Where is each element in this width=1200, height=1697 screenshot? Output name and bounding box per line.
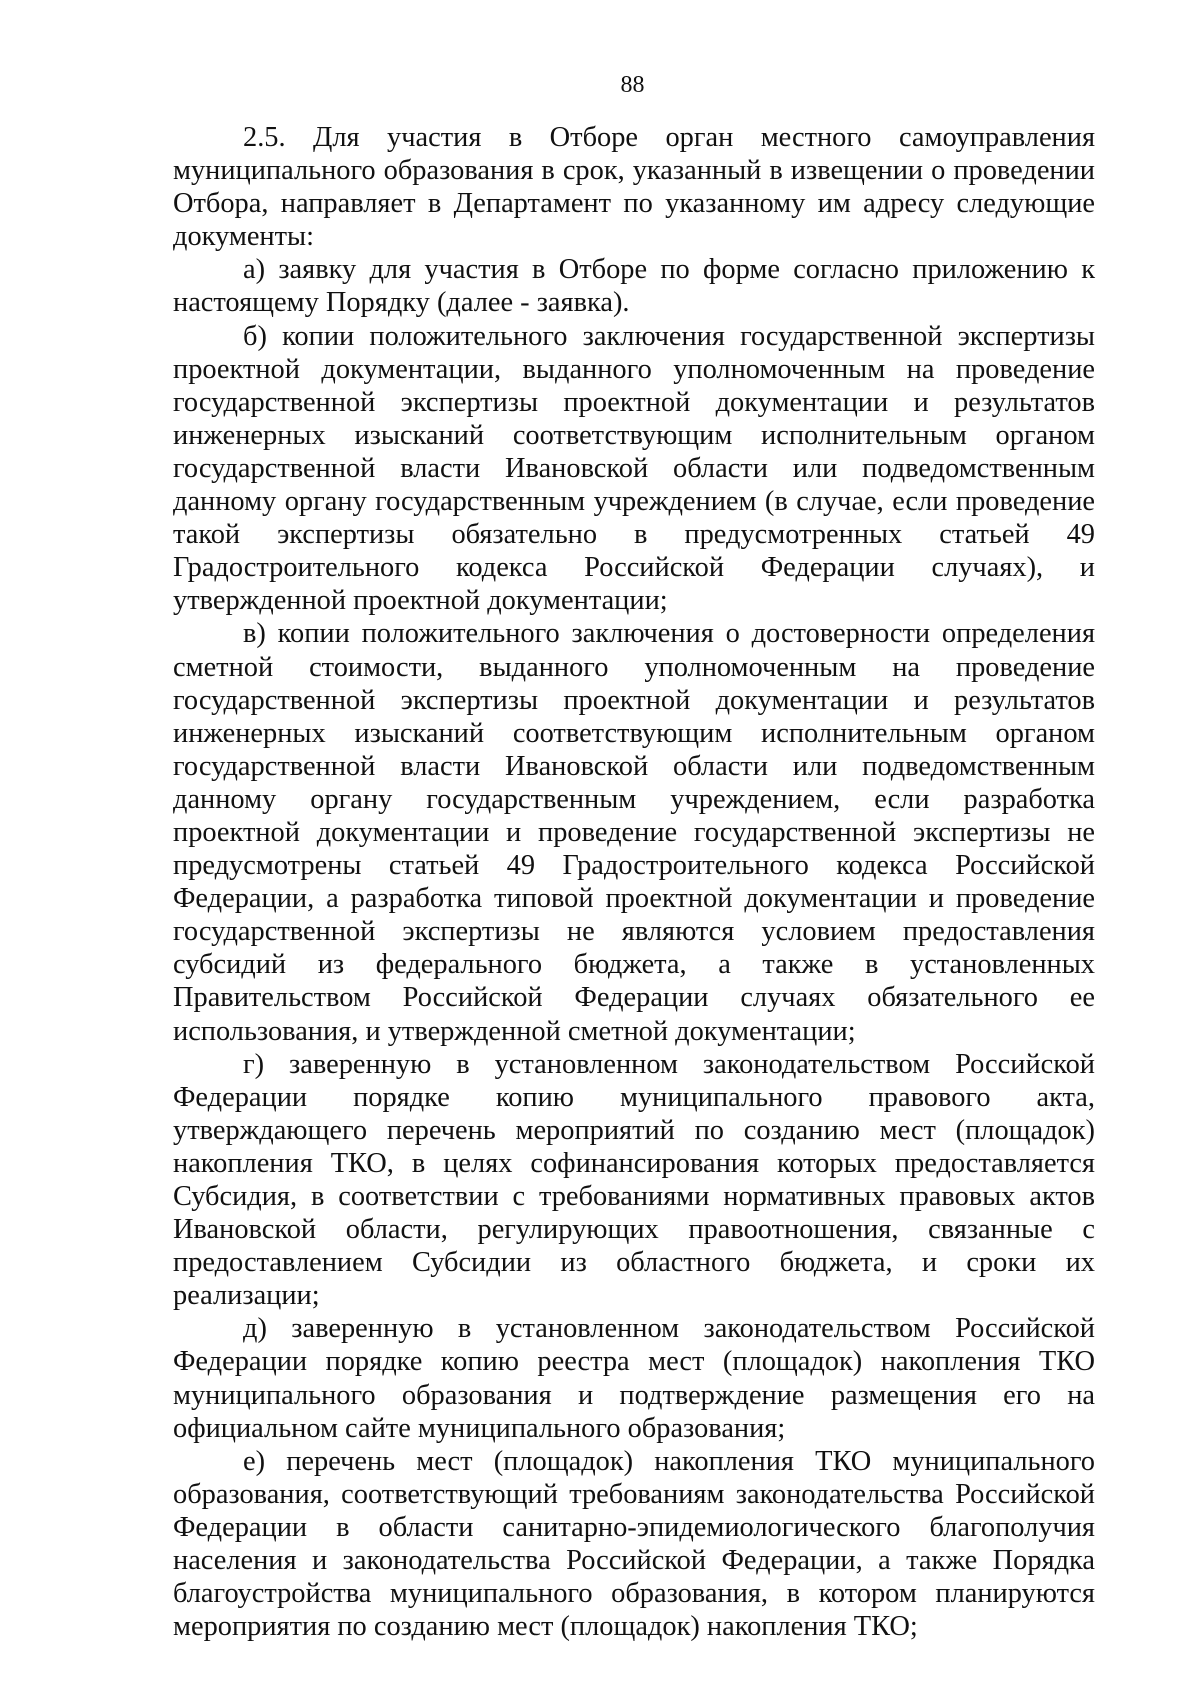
text-line: образования, соответствующий требованиям законодательства Российской [173, 1478, 1095, 1510]
text-line: настоящему Порядку (далее - заявка). [173, 287, 630, 319]
text-line: накопления ТКО, в целях софинансирования которых предоставляется [173, 1147, 1095, 1179]
text-line: Субсидия, в соответствии с требованиями нормативных правовых актов [173, 1181, 1095, 1212]
text-line: д) заверенную в установленном законодательством Российской [243, 1313, 1095, 1345]
text-line: Федерации в области санитарно-эпидемиологического благополучия [173, 1511, 1095, 1543]
text-line: благоустройства муниципального образования, в котором планируются [173, 1578, 1095, 1610]
text-line: такой экспертизы обязательно в предусмотренных статьей 49 [173, 519, 1095, 551]
paragraph-2-5 [173, 121, 1095, 253]
text-line: Правительством Российской Федерации случаях обязательного ее [173, 982, 1095, 1014]
text-line: б) копии положительного заключения государственной экспертизы [243, 320, 1095, 352]
text-line: субсидий из федерального бюджета, а также в установленных [173, 949, 1095, 981]
paragraph-b [173, 320, 1095, 618]
text-line: реализации; [173, 1280, 320, 1312]
text-line: инженерных изысканий соответствующим исполнительным органом [173, 717, 1095, 749]
text-line: предусмотрены статьей 49 Градостроительного кодекса Российской [173, 850, 1095, 882]
text-line: утвержденной проектной документации; [173, 585, 668, 617]
text-line: в) копии положительного заключения о достоверности определения [243, 618, 1095, 650]
text-line: официальном сайте муниципального образования; [173, 1412, 786, 1444]
text-line: а) заявку для участия в Отборе по форме согласно приложению к [243, 254, 1095, 286]
text-line: Федерации порядке копию муниципального правового акта, [173, 1081, 1095, 1113]
text-line: Федерации порядке копию реестра мест (площадок) накопления ТКО [173, 1346, 1095, 1378]
text-line: муниципального образования в срок, указанный в извещении о проведении [173, 155, 1095, 187]
paragraph-d [173, 1312, 1095, 1444]
text-line: государственной власти Ивановской области или подведомственным [173, 452, 1095, 484]
text-line: государственной экспертизы не являются условием предоставления [173, 916, 1095, 948]
text-line: г) заверенную в установленном законодательством Российской [243, 1048, 1095, 1080]
text-line: Градостроительного кодекса Российской Федерации случаях), и [173, 552, 1095, 584]
text-line: населения и законодательства Российской Федерации, а также Порядка [173, 1545, 1095, 1577]
text-line: проектной документации, выданного уполномоченным на проведение [173, 353, 1095, 385]
text-line: е) перечень мест (площадок) накопления ТКО муниципального [243, 1445, 1095, 1477]
text-line: мероприятия по созданию мест (площадок) накопления ТКО; [173, 1611, 918, 1643]
text-line: использования, и утвержденной сметной документации; [173, 1015, 856, 1047]
text-line: Федерации, а разработка типовой проектной документации и проведение [173, 883, 1095, 915]
paragraph-g [173, 1048, 1095, 1313]
text-line: государственной экспертизы проектной документации и результатов [173, 684, 1095, 716]
text-line: проектной документации и проведение государственной экспертизы не [173, 816, 1095, 848]
text-line: государственной экспертизы проектной документации и результатов [173, 386, 1095, 418]
text-line: Отбора, направляет в Департамент по указанному им адресу следующие [173, 188, 1095, 220]
text-line: инженерных изысканий соответствующим исполнительным органом [173, 419, 1095, 451]
text-line: предоставлением Субсидии из областного бюджета, и сроки их [173, 1247, 1095, 1279]
page-number: 88 [620, 72, 645, 98]
text-line: документы: [173, 221, 314, 253]
document-body [173, 121, 1095, 1643]
text-line: Ивановской области, регулирующих правоотношения, связанные с [173, 1214, 1095, 1246]
text-line: данному органу государственным учреждением (в случае, если проведение [173, 486, 1095, 518]
text-line: сметной стоимости, выданного уполномоченным на проведение [173, 651, 1095, 683]
text-line: утверждающего перечень мероприятий по созданию мест (площадок) [173, 1114, 1095, 1146]
text-line: данному органу государственным учреждением, если разработка [173, 783, 1095, 815]
text-line: государственной власти Ивановской области или подведомственным [173, 750, 1095, 782]
text-line: муниципального образования и подтверждение размещения его на [173, 1379, 1095, 1411]
paragraph-e [173, 1445, 1095, 1644]
paragraph-v [173, 617, 1095, 1047]
paragraph-a [173, 253, 1095, 319]
text-line: 2.5. Для участия в Отборе орган местного самоуправления [243, 122, 1095, 153]
